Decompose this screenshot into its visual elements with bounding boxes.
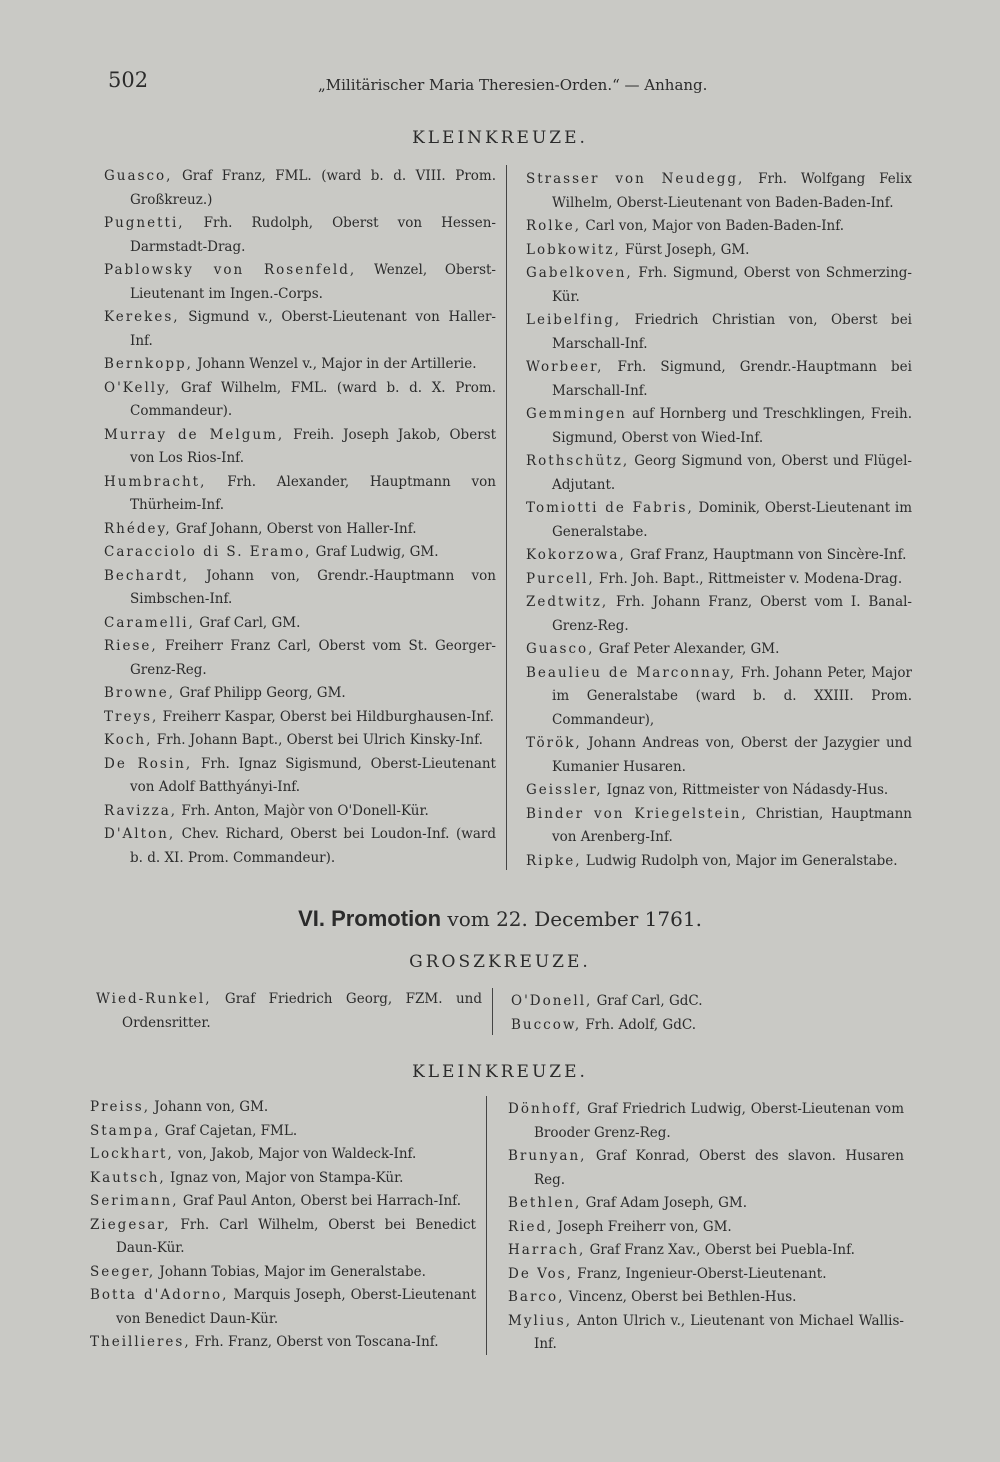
- column-left-3: [90, 1096, 487, 1355]
- entry-detail: Graf Wilhelm, FML. (ward b. d. X. Prom. Commandeur).: [130, 379, 496, 419]
- entry-detail: Frh. Wolfgang Felix Wilhelm, Oberst-Lieutenant von Baden-Baden-Inf.: [552, 171, 912, 211]
- list-item: [104, 424, 496, 471]
- entry-name: Lockhart,: [90, 1146, 174, 1162]
- list-item: [526, 497, 912, 544]
- entry-name: Ripke,: [526, 852, 582, 869]
- entry-name: De Vos,: [508, 1265, 573, 1282]
- entry-name: Brunyan,: [508, 1148, 587, 1164]
- entry-name: Lobkowitz,: [526, 241, 621, 258]
- list-item: [526, 168, 912, 215]
- list-item: [508, 1263, 904, 1287]
- entry-name: Geissler,: [526, 782, 603, 798]
- list-item: [104, 165, 496, 212]
- entry-name: Török,: [526, 735, 582, 751]
- entry-detail: Frh. Rudolph, Oberst von Hessen-Darmstadt-Drag.: [130, 215, 496, 255]
- entry-name: Mylius,: [508, 1312, 572, 1329]
- entry-name: Treys,: [104, 708, 159, 725]
- entry-name: Koch,: [104, 732, 153, 748]
- column-left-2: [96, 988, 493, 1035]
- list-item: [511, 1014, 901, 1038]
- entry-detail: Sigmund v., Oberst-Lieutenant von Haller-Inf.: [130, 309, 496, 349]
- entry-name: Wied-Runkel,: [96, 991, 212, 1007]
- entry-detail: Frh. Ignaz Sigismund, Oberst-Lieutenant von Adolf Batthyányi-Inf.: [130, 755, 496, 795]
- list-item: [104, 377, 496, 424]
- entry-name: Tomiotti de Fabris,: [526, 500, 694, 516]
- list-item: [104, 565, 496, 612]
- entry-detail: Graf Franz, FML. (ward b. d. VIII. Prom. Großkreuz.): [130, 168, 496, 208]
- list-item: [511, 990, 901, 1014]
- entry-detail: Graf Carl, GM.: [194, 614, 301, 631]
- section-title-groszkreuze: GROSZKREUZE.: [409, 952, 591, 972]
- entry-name: Caramelli,: [104, 614, 195, 631]
- entry-detail: Frh. Johann Bapt., Oberst bei Ulrich Kinsky-Inf.: [152, 732, 483, 748]
- list-item: [104, 259, 496, 306]
- entry-name: Bethlen,: [508, 1195, 582, 1211]
- entry-name: Zedtwitz,: [526, 594, 609, 610]
- entry-detail: Frh. Johann Franz, Oberst vom I. Banal-Grenz-Reg.: [552, 594, 912, 634]
- entry-name: Rolke,: [526, 218, 582, 234]
- entry-detail: Graf Carl, GdC.: [592, 993, 703, 1009]
- entry-name: Serimann,: [90, 1193, 179, 1209]
- list-item: [90, 1214, 476, 1261]
- entry-detail: Graf Johann, Oberst von Haller-Inf.: [171, 520, 417, 537]
- entry-name: Barco,: [508, 1289, 565, 1305]
- entry-name: Pugnetti,: [104, 215, 185, 231]
- entry-detail: Graf Cajetan, FML.: [160, 1122, 298, 1139]
- list-item: [104, 753, 496, 800]
- list-item: [526, 638, 912, 662]
- list-item: [104, 212, 496, 259]
- entry-detail: Frh. Franz, Oberst von Toscana-Inf.: [190, 1334, 439, 1350]
- entry-detail: Graf Franz, Hauptmann von Sincère-Inf.: [625, 547, 907, 563]
- entry-name: Seeger,: [90, 1263, 156, 1280]
- entry-name: Kokorzowa,: [526, 547, 626, 563]
- entry-detail: Chev. Richard, Oberst bei Loudon-Inf. (ward b. d. XI. Prom. Commandeur).: [130, 826, 496, 866]
- list-item: [104, 306, 496, 353]
- entry-name: Ravizza,: [104, 802, 178, 819]
- list-item: [104, 682, 496, 706]
- entry-detail: auf Hornberg und Treschklingen, Freih. Sigmund, Oberst von Wied-Inf.: [552, 406, 912, 446]
- entry-detail: Graf Philipp Georg, GM.: [175, 685, 346, 701]
- list-item: [526, 450, 912, 497]
- entry-name: Guasco,: [104, 168, 173, 184]
- list-item: [508, 1310, 904, 1357]
- entry-name: Beaulieu de Marconnay,: [526, 664, 737, 681]
- entry-detail: Ignaz von, Major von Stampa-Kür.: [165, 1169, 404, 1186]
- entry-name: Binder von Kriegelstein,: [526, 805, 748, 822]
- entry-detail: Graf Franz Xav., Oberst bei Puebla-Inf.: [585, 1242, 855, 1258]
- entry-name: Kerekes,: [104, 309, 180, 325]
- list-item: [90, 1096, 476, 1120]
- entry-detail: Graf Ludwig, GM.: [311, 544, 439, 560]
- entry-name: De Rosin,: [104, 755, 193, 772]
- entry-detail: Frh. Carl Wilhelm, Oberst bei Benedict Daun-Kür.: [116, 1216, 476, 1256]
- column-right-3: [494, 1098, 904, 1357]
- entry-name: Ried,: [508, 1218, 554, 1235]
- section-title-kleinkreuze-1: KLEINKREUZE.: [412, 128, 588, 148]
- entry-detail: Johann von, GM.: [150, 1099, 269, 1115]
- list-item: [508, 1192, 904, 1216]
- list-item: [104, 471, 496, 518]
- entry-detail: Christian, Hauptmann von Arenberg-Inf.: [552, 805, 912, 845]
- entry-name: Rothschütz,: [526, 453, 630, 469]
- promotion-date: vom 22. December 1761.: [441, 907, 702, 931]
- entry-name: Humbracht,: [104, 473, 207, 490]
- entry-name: Riese,: [104, 638, 158, 654]
- entry-name: Bernkopp,: [104, 356, 193, 372]
- entry-name: Purcell,: [526, 570, 595, 587]
- entry-detail: Graf Friedrich Ludwig, Oberst-Lieutenan vom Brooder Grenz-Reg.: [534, 1101, 904, 1141]
- entry-detail: Ignaz von, Rittmeister von Nádasdy-Hus.: [602, 782, 889, 798]
- list-item: [526, 591, 912, 638]
- entry-detail: Fürst Joseph, GM.: [620, 241, 750, 258]
- entry-detail: Graf Peter Alexander, GM.: [594, 641, 780, 657]
- list-item: [526, 239, 912, 263]
- entry-name: Stampa,: [90, 1122, 161, 1139]
- entry-detail: Johann Andreas von, Oberst der Jazygier und Kumanier Husaren.: [552, 735, 912, 775]
- entry-detail: Freiherr Franz Carl, Oberst vom St. Georger-Grenz-Reg.: [130, 638, 496, 678]
- entry-detail: Johann von, Grendr.-Hauptmann von Simbschen-Inf.: [130, 567, 496, 607]
- list-item: [526, 662, 912, 733]
- entry-name: Browne,: [104, 685, 176, 701]
- entry-detail: Frh. Adolf, GdC.: [581, 1016, 696, 1033]
- entry-detail: Wenzel, Oberst-Lieutenant im Ingen.-Corps.: [130, 262, 496, 302]
- entry-name: Murray de Melgum,: [104, 426, 285, 443]
- page-number: 502: [108, 68, 149, 92]
- list-item: [526, 403, 912, 450]
- list-item: [526, 568, 912, 592]
- list-item: [90, 1331, 476, 1355]
- entry-detail: Ludwig Rudolph von, Major im Generalstabe.: [581, 852, 898, 869]
- list-item: [104, 353, 496, 377]
- entry-name: Ziegesar,: [90, 1216, 171, 1233]
- entry-detail: Marquis Joseph, Oberst-Lieutenant von Benedict Daun-Kür.: [116, 1287, 476, 1327]
- entry-name: Pablowsky von Rosenfeld,: [104, 262, 357, 278]
- entry-detail: Graf Konrad, Oberst des slavon. Husaren Reg.: [534, 1148, 904, 1188]
- entry-detail: Joseph Freiherr von, GM.: [553, 1218, 732, 1235]
- entry-name: Buccow,: [511, 1016, 582, 1033]
- list-item: [526, 850, 912, 874]
- list-item: [104, 729, 496, 753]
- list-item: [526, 779, 912, 803]
- list-item: [104, 612, 496, 636]
- list-item: [508, 1239, 904, 1263]
- list-item: [526, 732, 912, 779]
- entry-detail: Franz, Ingenieur-Oberst-Lieutenant.: [572, 1265, 827, 1282]
- entry-detail: Frh. Sigmund, Grendr.-Hauptmann bei Marschall-Inf.: [552, 359, 912, 399]
- running-title: „Militärischer Maria Theresien-Orden.“ — Anhang.: [318, 76, 708, 94]
- promotion-number: VI. Promotion: [298, 906, 442, 931]
- entry-name: Gemmingen: [526, 406, 627, 422]
- entry-detail: Georg Sigmund von, Oberst und Flügel-Adjutant.: [552, 453, 912, 493]
- entry-detail: Graf Adam Joseph, GM.: [581, 1195, 747, 1211]
- entry-detail: Freiherr Kaspar, Oberst bei Hildburghausen-Inf.: [158, 708, 494, 725]
- entry-detail: Frh. Johann Peter, Major im Generalstabe (ward b. d. XXIII. Prom. Commandeur),: [552, 664, 912, 728]
- running-head: [108, 64, 728, 104]
- list-item: [508, 1286, 904, 1310]
- promotion-heading: [0, 906, 1000, 932]
- entry-name: Strasser von Neudegg,: [526, 171, 745, 187]
- entry-detail: Graf Friedrich Georg, FZM. und Ordensritter.: [122, 991, 482, 1031]
- entry-detail: Vincenz, Oberst bei Bethlen-Hus.: [564, 1289, 797, 1305]
- entry-name: O'Kelly,: [104, 379, 172, 396]
- entry-name: Bechardt,: [104, 567, 190, 584]
- entry-name: Harrach,: [508, 1242, 586, 1258]
- list-item: [104, 541, 496, 565]
- list-item: [90, 1167, 476, 1191]
- entry-detail: Frh. Alexander, Hauptmann von Thürheim-Inf.: [130, 473, 496, 513]
- list-item: [526, 544, 912, 568]
- list-item: [508, 1216, 904, 1240]
- entry-detail: Frh. Joh. Bapt., Rittmeister v. Modena-Drag.: [594, 570, 903, 587]
- entry-detail: Freih. Joseph Jakob, Oberst von Los Rios-Inf.: [130, 426, 496, 466]
- column-left-1: [104, 165, 507, 870]
- list-item: [96, 988, 482, 1035]
- entry-name: Kautsch,: [90, 1169, 166, 1186]
- entry-name: Theillieres,: [90, 1334, 191, 1350]
- list-item: [104, 518, 496, 542]
- entry-name: Botta d'Adorno,: [90, 1287, 229, 1303]
- entry-detail: Frh. Anton, Majòr von O'Donell-Kür.: [177, 802, 429, 819]
- list-item: [508, 1098, 904, 1145]
- column-right-2: [497, 990, 901, 1037]
- list-item: [104, 823, 496, 870]
- entry-detail: Carl von, Major von Baden-Baden-Inf.: [581, 218, 845, 234]
- list-item: [104, 635, 496, 682]
- entry-name: D'Alton,: [104, 826, 176, 842]
- list-item: [526, 803, 912, 850]
- section-title-kleinkreuze-2: KLEINKREUZE.: [412, 1062, 588, 1082]
- column-right-1: [512, 168, 912, 873]
- list-item: [90, 1120, 476, 1144]
- entry-name: Preiss,: [90, 1099, 150, 1115]
- list-item: [104, 706, 496, 730]
- list-item: [526, 309, 912, 356]
- entry-detail: Johann Wenzel v., Major in der Artillerie.: [192, 356, 477, 372]
- entry-name: Worbeer,: [526, 359, 604, 375]
- list-item: [526, 356, 912, 403]
- entry-detail: Anton Ulrich v., Lieutenant von Michael Wallis-Inf.: [534, 1312, 904, 1352]
- list-item: [508, 1145, 904, 1192]
- list-item: [90, 1284, 476, 1331]
- entry-detail: Frh. Sigmund, Oberst von Schmerzing-Kür.: [552, 265, 912, 305]
- entry-detail: Dominik, Oberst-Lieutenant im Generalstabe.: [552, 500, 913, 540]
- entry-detail: Graf Paul Anton, Oberst bei Harrach-Inf.: [178, 1193, 461, 1209]
- list-item: [90, 1190, 476, 1214]
- list-item: [90, 1143, 476, 1167]
- entry-detail: Johann Tobias, Major im Generalstabe.: [155, 1263, 426, 1280]
- entry-name: Caracciolo di S. Eramo,: [104, 544, 312, 560]
- entry-name: Guasco,: [526, 641, 595, 657]
- entry-name: Leibelfing,: [526, 312, 622, 328]
- list-item: [526, 262, 912, 309]
- list-item: [90, 1261, 476, 1285]
- list-item: [526, 215, 912, 239]
- entry-name: Dönhoff,: [508, 1101, 583, 1117]
- list-item: [104, 800, 496, 824]
- entry-name: O'Donell,: [511, 993, 593, 1009]
- entry-detail: von, Jakob, Major von Waldeck-Inf.: [173, 1146, 417, 1162]
- entry-name: Rhédey,: [104, 520, 172, 537]
- entry-detail: Friedrich Christian von, Oberst bei Marschall-Inf.: [552, 312, 912, 352]
- entry-name: Gabelkoven,: [526, 265, 633, 281]
